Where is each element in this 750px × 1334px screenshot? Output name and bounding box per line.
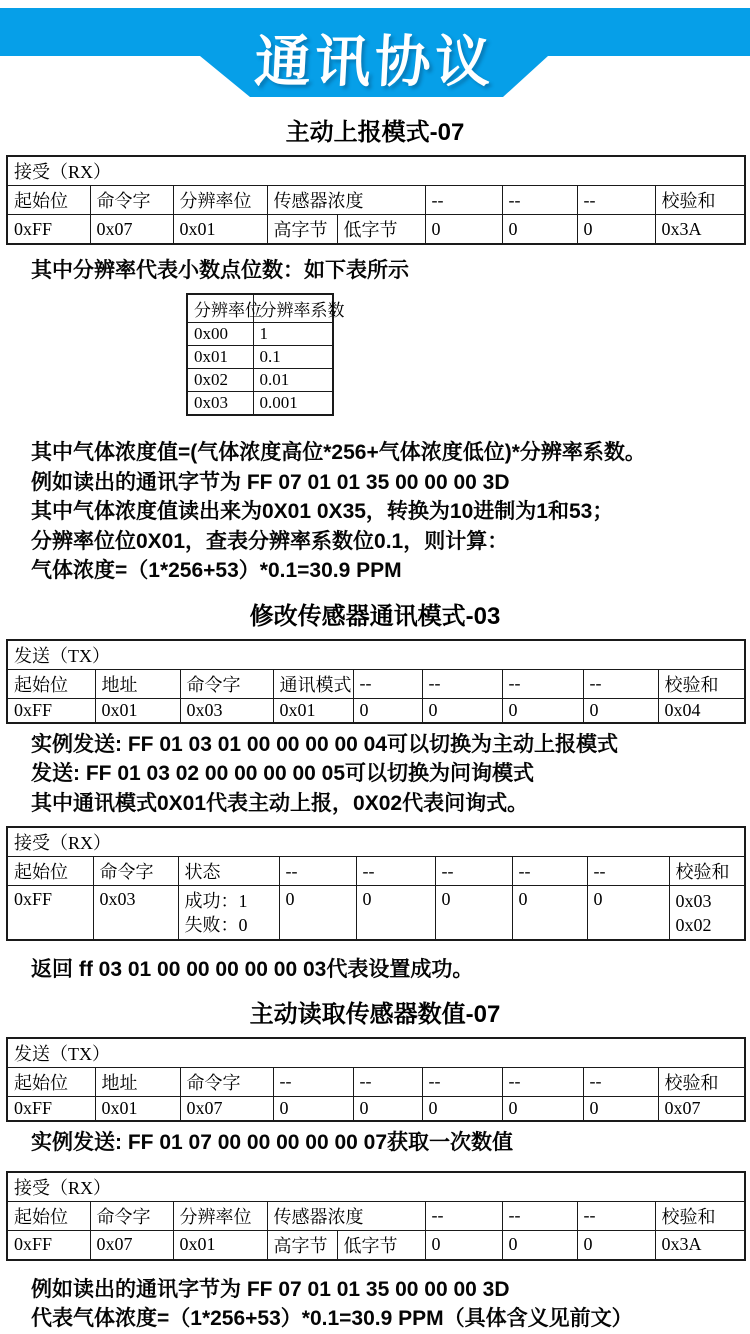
col-header-dash: -- — [583, 669, 658, 698]
res-col-header: 分辨率位 — [187, 294, 253, 323]
col-header-dash: -- — [583, 1067, 658, 1096]
col-header-dash: -- — [577, 186, 655, 215]
cell-value: 0 — [353, 698, 422, 723]
res-cell: 0x00 — [187, 323, 253, 346]
text-line: 发送: FF 01 03 02 00 00 00 00 05可以切换为问询模式 — [31, 762, 535, 785]
section-active-read-value — [0, 1000, 750, 1334]
cell-value: 高字节 — [267, 1230, 337, 1260]
cell-value: 0 — [502, 215, 577, 245]
section-active-report-mode — [0, 118, 750, 586]
col-header-command: 命令字 — [90, 1201, 173, 1230]
cell-value: 0x04 — [658, 698, 745, 723]
resolution-coefficient-table — [186, 293, 345, 416]
col-header-resolution: 分辨率位 — [173, 1201, 267, 1230]
cell-value: 0 — [356, 886, 435, 940]
col-header-status: 状态 — [178, 857, 279, 886]
text-line: 其中通讯模式0X01代表主动上报，0X02代表问询式。 — [31, 791, 529, 815]
col-header-command: 命令字 — [180, 1067, 273, 1096]
cell-value: 0 — [502, 1096, 583, 1121]
page-title: 通讯协议 — [253, 30, 497, 93]
res-cell: 0.1 — [253, 346, 333, 369]
res-cell: 0x02 — [187, 369, 253, 392]
cell-value: 0x01 — [173, 1230, 267, 1260]
col-header-checksum: 校验和 — [669, 857, 745, 886]
col-header-dash: -- — [502, 1067, 583, 1096]
col-header-dash: -- — [502, 186, 577, 215]
text-line: 分辨率位位0X01，查表分辨率系数位0.1，则计算： — [31, 529, 509, 553]
cell-value: 0x07 — [180, 1096, 273, 1121]
col-header-start: 起始位 — [7, 186, 90, 215]
rx-frame-table-active-report — [6, 155, 746, 245]
col-header-dash: -- — [273, 1067, 353, 1096]
text-line: 例如读出的通讯字节为 FF 07 01 01 35 00 00 00 3D — [31, 470, 510, 494]
text-line: 其中气体浓度值=(气体浓度高位*256+气体浓度低位)*分辨率系数。 — [31, 441, 646, 464]
cell-value: 0xFF — [7, 215, 90, 245]
cell-value: 0 — [422, 698, 502, 723]
section-change-comm-mode — [0, 602, 750, 984]
cell-value: 0 — [512, 886, 587, 940]
cell-value: 0xFF — [7, 698, 95, 723]
cell-value: 低字节 — [337, 215, 425, 245]
col-header-dash: -- — [502, 1201, 577, 1230]
rx-frame-table-read-value — [6, 1171, 746, 1261]
cell-value: 0x07 — [90, 1230, 173, 1260]
status-fail: 失败：0 — [184, 915, 248, 935]
section-title: 修改传感器通讯模式-03 — [249, 602, 501, 630]
col-header-resolution: 分辨率位 — [173, 186, 267, 215]
col-header-command: 命令字 — [180, 669, 273, 698]
cell-value: 0 — [425, 215, 502, 245]
col-header-concentration: 传感器浓度 — [267, 186, 425, 215]
cell-value: 0 — [577, 215, 655, 245]
text-line: 例如读出的通讯字节为 FF 07 01 01 35 00 00 00 3D — [31, 1277, 510, 1301]
cell-value: 0x03 — [180, 698, 273, 723]
tx-frame-table-change-mode — [6, 639, 746, 724]
res-cell: 0.001 — [253, 392, 333, 416]
return-note: 返回 ff 03 01 00 00 00 00 00 03代表设置成功。 — [31, 957, 474, 981]
res-col-header: 分辨率系数 — [253, 294, 333, 323]
table-direction-label: 接受（RX） — [7, 827, 745, 857]
text-line: 气体浓度=（1*256+53）*0.1=30.9 PPM — [31, 559, 402, 582]
col-header-dash: -- — [425, 186, 502, 215]
cell-value: 0 — [279, 886, 356, 940]
res-cell: 0x01 — [187, 346, 253, 369]
col-header-checksum: 校验和 — [655, 1201, 745, 1230]
cell-value: 0x3A — [655, 1230, 745, 1260]
cell-value: 低字节 — [337, 1230, 425, 1260]
col-header-checksum: 校验和 — [658, 669, 745, 698]
col-header-comm-mode: 通讯模式 — [273, 669, 353, 698]
rx-frame-table-change-mode — [6, 826, 746, 941]
cell-value: 0xFF — [7, 886, 93, 940]
col-header-dash: -- — [353, 669, 422, 698]
col-header-dash: -- — [422, 1067, 502, 1096]
calculation-explanation — [0, 438, 750, 586]
cell-value: 0 — [583, 698, 658, 723]
col-header-checksum: 校验和 — [655, 186, 745, 215]
col-header-command: 命令字 — [93, 857, 178, 886]
col-header-dash: -- — [577, 1201, 655, 1230]
cell-value: 0x03 — [93, 886, 178, 940]
text-line: 其中气体浓度值读出来为0X01 0X35，转换为10进制为1和53； — [31, 500, 614, 523]
cell-value: 0 — [425, 1230, 502, 1260]
mode-switch-examples — [0, 730, 750, 819]
col-header-dash: -- — [422, 669, 502, 698]
cell-value: 0 — [577, 1230, 655, 1260]
cell-checksum — [669, 886, 745, 940]
cell-value: 0 — [587, 886, 669, 940]
table-direction-label: 发送（TX） — [7, 1038, 745, 1068]
col-header-checksum: 校验和 — [658, 1067, 745, 1096]
cell-status — [178, 886, 279, 940]
col-header-address: 地址 — [95, 669, 180, 698]
cell-value: 0x01 — [273, 698, 353, 723]
cell-value: 0 — [353, 1096, 422, 1121]
cell-value: 0xFF — [7, 1230, 90, 1260]
read-value-explanation — [0, 1275, 750, 1334]
cell-value: 0x01 — [95, 1096, 180, 1121]
col-header-address: 地址 — [95, 1067, 180, 1096]
col-header-start: 起始位 — [7, 669, 95, 698]
text-line: 实例发送: FF 01 03 01 00 00 00 00 04可以切换为主动上报模式 — [31, 732, 619, 756]
checksum-success: 0x03 — [675, 891, 712, 911]
col-header-dash: -- — [356, 857, 435, 886]
table-direction-label: 接受（RX） — [7, 1172, 745, 1202]
cell-value: 0 — [273, 1096, 353, 1121]
col-header-dash: -- — [425, 1201, 502, 1230]
cell-value: 高字节 — [267, 215, 337, 245]
cell-value: 0x01 — [95, 698, 180, 723]
table-direction-label: 接受（RX） — [7, 156, 745, 186]
col-header-start: 起始位 — [7, 1201, 90, 1230]
section-title: 主动读取传感器数值-07 — [249, 1000, 501, 1028]
cell-value: 0x07 — [658, 1096, 745, 1121]
col-header-dash: -- — [279, 857, 356, 886]
cell-value: 0 — [422, 1096, 502, 1121]
res-cell: 1 — [253, 323, 333, 346]
cell-value: 0xFF — [7, 1096, 95, 1121]
cell-value: 0 — [502, 1230, 577, 1260]
status-success: 成功：1 — [184, 891, 248, 911]
col-header-command: 命令字 — [90, 186, 173, 215]
resolution-note: 其中分辨率代表小数点位数：如下表所示 — [31, 259, 409, 282]
tx-frame-table-read-value — [6, 1037, 746, 1122]
col-header-dash: -- — [587, 857, 669, 886]
res-cell: 0x03 — [187, 392, 253, 416]
col-header-concentration: 传感器浓度 — [267, 1201, 425, 1230]
cell-value: 0 — [502, 698, 583, 723]
cell-value: 0x3A — [655, 215, 745, 245]
text-line: 代表气体浓度=（1*256+53）*0.1=30.9 PPM（具体含义见前文） — [31, 1307, 633, 1330]
col-header-dash: -- — [502, 669, 583, 698]
checksum-fail: 0x02 — [675, 915, 712, 935]
res-cell: 0.01 — [253, 369, 333, 392]
cell-value: 0x01 — [173, 215, 267, 245]
table-direction-label: 发送（TX） — [7, 640, 745, 670]
col-header-start: 起始位 — [7, 857, 93, 886]
col-header-dash: -- — [353, 1067, 422, 1096]
cell-value: 0 — [435, 886, 512, 940]
cell-value: 0 — [583, 1096, 658, 1121]
col-header-start: 起始位 — [7, 1067, 95, 1096]
banner — [0, 0, 750, 99]
col-header-dash: -- — [512, 857, 587, 886]
send-example-note: 实例发送: FF 01 07 00 00 00 00 00 07获取一次数值 — [31, 1130, 514, 1154]
col-header-dash: -- — [435, 857, 512, 886]
cell-value: 0x07 — [90, 215, 173, 245]
section-title: 主动上报模式-07 — [285, 119, 465, 146]
